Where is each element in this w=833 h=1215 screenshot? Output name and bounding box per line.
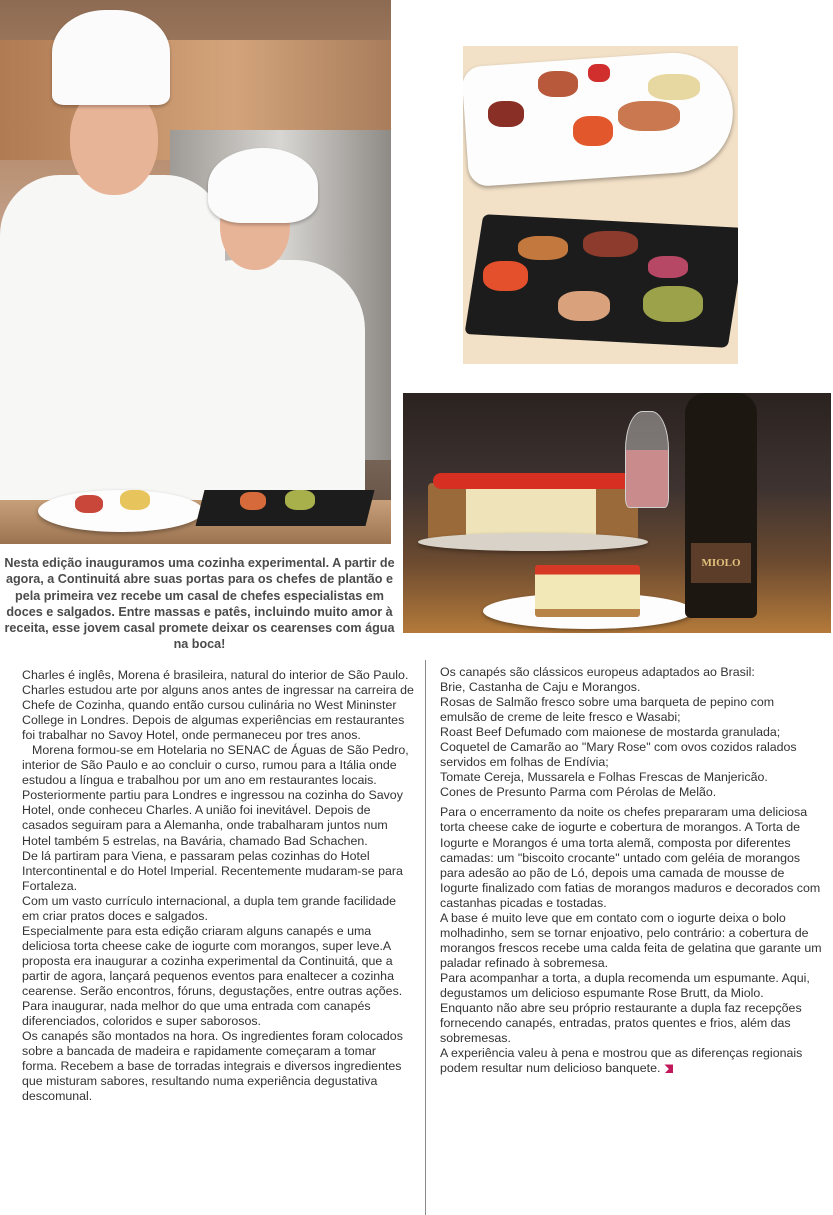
- end-of-article-icon: [664, 1064, 673, 1073]
- paragraph: Charles é inglês, Morena é brasileira, natural do interior de São Paulo. Charles estudou arte por alguns anos antes de ingressar na carreira de Chefe de Cozinha, quando então cursou culinária no West Mininster College in Londres. Depois de algumas experiências em restaurantes foi trabalhar no Savoy Hotel, onde permaneceu por tres anos.: [22, 668, 414, 743]
- cake-slice: [535, 565, 640, 617]
- canape: [618, 101, 680, 131]
- canape: [75, 495, 103, 513]
- canape-list-item: Roast Beef Defumado com maionese de mostarda granulada;: [440, 725, 781, 740]
- canape: [643, 286, 703, 322]
- canape: [573, 116, 613, 146]
- paragraph: Com um vasto currículo internacional, a dupla tem grande facilidade em criar pratos doces e salgados.: [22, 893, 396, 923]
- canape: [648, 74, 700, 100]
- canape: [488, 101, 524, 127]
- wine-bottle-label: [691, 543, 751, 583]
- canape: [558, 291, 610, 321]
- canape: [240, 492, 266, 510]
- canape: [583, 231, 638, 257]
- photo-caption: Nesta edição inauguramos uma cozinha experimental. A partir de agora, a Continuitá abre suas portas para os chefes de plantão e pela primeira vez recebe um casal de chefes especialistas em doces e salgados. Entre massas e patês, incluindo muito amor à receita, esse jovem casal promete deixar os cearenses com água na boca!: [4, 556, 395, 652]
- canape: [518, 236, 568, 260]
- paragraph: Os canapés são clássicos europeus adaptados ao Brasil:: [440, 665, 755, 679]
- female-chef-jacket: [165, 260, 365, 510]
- canape-list-item: Brie, Castanha de Caju e Morangos.: [440, 680, 641, 695]
- canape-list-item: Rosas de Salmão fresco sobre uma barqueta de pepino com emulsão de creme de leite fresco e Wasabi;: [440, 695, 775, 725]
- canapes-plates-photo: [463, 46, 738, 364]
- canape: [538, 71, 578, 97]
- paragraph: Enquanto não abre seu próprio restaurante a dupla faz recepções fornecendo canapés, entradas, pratos quentes e frios, além das sobremesas.: [440, 1001, 802, 1046]
- closing-sentence: A experiência valeu à pena e mostrou que as diferenças regionais podem resultar num delicioso banquete.: [440, 1046, 803, 1076]
- canape: [483, 261, 528, 291]
- paragraph: [440, 1046, 822, 1076]
- article-column-left: [22, 668, 414, 1104]
- canape-list-item: Coquetel de Camarão ao "Mary Rose" com ovos cozidos ralados servidos em folhas de Endívia;: [440, 740, 797, 770]
- strawberry-topping: [433, 473, 633, 489]
- canape: [648, 256, 688, 278]
- canape-list-item: Tomate Cereja, Mussarela e Folhas Frescas de Manjericão.: [440, 770, 768, 785]
- wine-label-text: MIOLO: [701, 557, 741, 569]
- column-divider: [425, 660, 426, 1215]
- paragraph: Morena formou-se em Hotelaria no SENAC de Águas de São Pedro, interior de São Paulo e ao concluir o curso, rumou para a Itália onde estudou a língua e trabalhou por um ano em restaurantes locais. Posteriormente partiu para Londres e ingressou na cozinha do Savoy Hotel, onde conheceu Charles. A união foi inevitável. Depois de casados seguiram para a Alemanha, onde trabalharam juntos num Hotel também 5 estrelas, na Bavária, chamado Bad Schachen.: [22, 743, 409, 848]
- paragraph: Os canapés são montados na hora. Os ingredientes foram colocados sobre a bancada de madeira e rapidamente começaram a tomar forma. Recebem a base de torradas integrais e diversos ingredientes que misturam sabores, resultando numa experiência degustativa descomunal.: [22, 1029, 403, 1104]
- paragraph: Para o encerramento da noite os chefes prepararam uma deliciosa torta cheese cake de iogurte e cobertura de morangos. A Torta de Iogurte e Morangos é uma torta alemã, composta por diferentes camadas: um "biscoito crocante" untado com geléia de morangos para adesão ao pão de Ló, depois uma camada de mousse de Iogurte finalizado com fatias de morangos maduros e decorados com castanhas picadas e tostadas.: [440, 805, 821, 910]
- paragraph: Especialmente para esta edição criaram alguns canapés e uma deliciosa torta cheese cake de iogurte com morangos, super leve.A proposta era inaugurar a cozinha experimental da Continuitá, que a partir de agora, lançará pequenos eventos para enaltecer a cozinha cearense. Serão encontros, fóruns, degustações, entre outras ações. Para inaugurar, nada melhor do que uma entrada com canapés diferenciados, coloridos e super saborosos.: [22, 923, 403, 1029]
- chefs-couple-photo: [0, 0, 391, 544]
- canape: [120, 490, 150, 510]
- article-column-right: [440, 665, 822, 1076]
- paragraph: Para acompanhar a torta, a dupla recomenda um espumante. Aqui, degustamos um delicioso espumante Rose Brutt, da Miolo.: [440, 970, 810, 1000]
- canape-list-item: Cones de Presunto Parma com Pérolas de Melão.: [440, 785, 717, 800]
- female-chef-hat: [208, 148, 318, 223]
- cheesecake-and-wine-photo: [403, 393, 831, 633]
- wine-bottle: [685, 393, 757, 618]
- cake-stand: [418, 533, 648, 551]
- canape: [285, 490, 315, 510]
- canape: [588, 64, 610, 82]
- paragraph: A base é muito leve que em contato com o iogurte deixa o bolo molhadinho, sem se tornar enjoativo, pelo contrário: a cobertura de morangos frescos recebe uma calda feita de gelatina que garante um paladar refinado à sobremesa.: [440, 910, 822, 970]
- male-chef-hat: [52, 10, 170, 105]
- paragraph: De lá partiram para Viena, e passaram pelas cozinhas do Hotel Intercontinental e do Hotel Imperial. Recentemente mudaram-se para Fortaleza.: [22, 848, 403, 893]
- wine-glass: [625, 411, 669, 508]
